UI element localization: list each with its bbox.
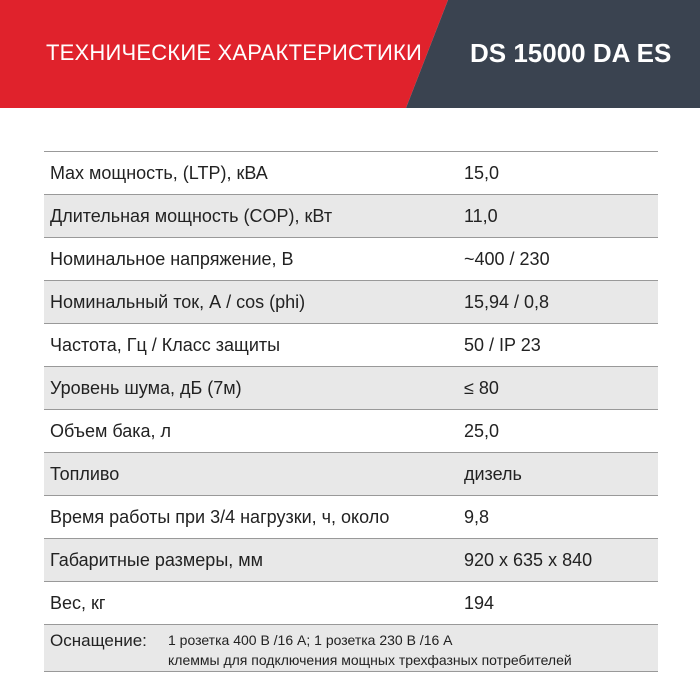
spec-value: 25,0 bbox=[464, 421, 500, 441]
spec-row bbox=[44, 496, 658, 539]
spec-value: 15,0 bbox=[464, 163, 500, 183]
spec-row bbox=[44, 582, 658, 625]
spec-row bbox=[44, 410, 658, 453]
spec-value: ≤ 80 bbox=[464, 378, 499, 398]
spec-label: Уровень шума, дБ (7м) bbox=[50, 378, 242, 398]
spec-row bbox=[44, 152, 658, 195]
specs-table bbox=[44, 151, 658, 672]
spec-label: Длительная мощность (COP), кВт bbox=[50, 206, 333, 226]
spec-row bbox=[44, 281, 658, 324]
spec-value: 11,0 bbox=[464, 206, 498, 226]
spec-value: 9,8 bbox=[464, 507, 490, 527]
spec-value: 15,94 / 0,8 bbox=[464, 292, 550, 312]
spec-label: Max мощность, (LTP), кВА bbox=[50, 163, 268, 183]
spec-label: Топливо bbox=[50, 464, 120, 484]
equipment-label: Оснащение: bbox=[50, 631, 147, 650]
spec-row bbox=[44, 238, 658, 281]
model-name: DS 15000 DA ES bbox=[470, 38, 672, 68]
spec-label: Частота, Гц / Класс защиты bbox=[50, 335, 281, 355]
spec-value: дизель bbox=[464, 464, 522, 484]
spec-label: Объем бака, л bbox=[50, 421, 172, 441]
spec-row bbox=[44, 367, 658, 410]
spec-label: Номинальный ток, А / cos (phi) bbox=[50, 292, 306, 312]
spec-value: 920 x 635 x 840 bbox=[464, 550, 593, 570]
spec-value: 50 / IP 23 bbox=[464, 335, 541, 355]
spec-label: Время работы при 3/4 нагрузки, ч, около bbox=[50, 507, 390, 527]
spec-row bbox=[44, 539, 658, 582]
equipment-terminals: клеммы для подключения мощных трехфазных потребителей bbox=[168, 652, 572, 668]
page-title: ТЕХНИЧЕСКИЕ ХАРАКТЕРИСТИКИ bbox=[46, 40, 422, 65]
spec-label: Вес, кг bbox=[50, 593, 106, 613]
spec-label: Габаритные размеры, мм bbox=[50, 550, 264, 570]
spec-row bbox=[44, 195, 658, 238]
spec-value: ~400 / 230 bbox=[464, 249, 550, 269]
spec-label: Номинальное напряжение, В bbox=[50, 249, 294, 269]
spec-row bbox=[44, 453, 658, 496]
spec-value: 194 bbox=[464, 593, 495, 613]
equipment-row bbox=[44, 625, 658, 672]
header-banner bbox=[0, 0, 700, 108]
spec-row bbox=[44, 324, 658, 367]
equipment-sockets: 1 розетка 400 В /16 А; 1 розетка 230 В /16 А bbox=[168, 632, 453, 648]
